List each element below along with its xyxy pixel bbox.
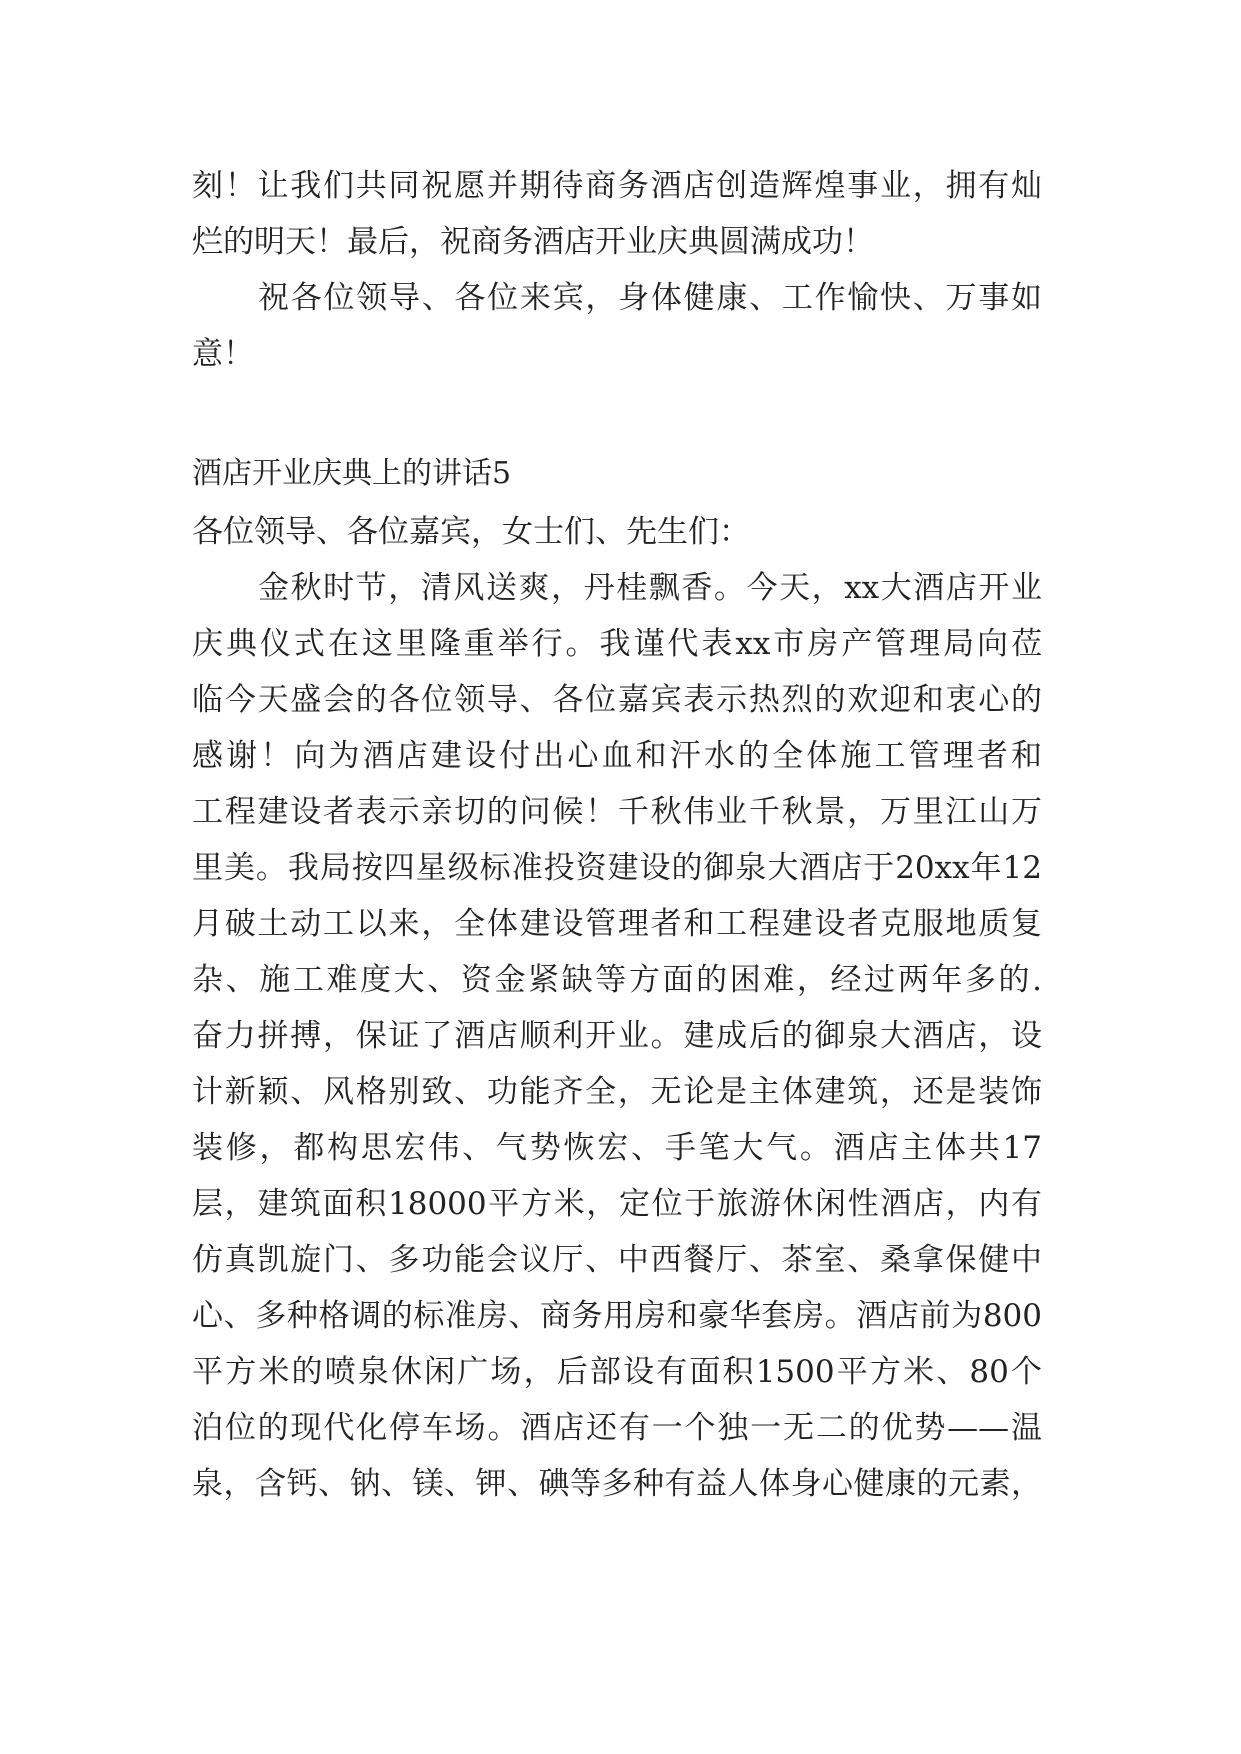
- body-line: 临今天盛会的各位领导、各位嘉宾表示热烈的欢迎和衷心的: [192, 682, 1042, 718]
- body-line: 杂、施工难度大、资金紧缺等方面的困难，经过两年多的.: [192, 962, 1042, 998]
- body-line: 装修，都构思宏伟、气势恢宏、手笔大气。酒店主体共17: [192, 1130, 1042, 1166]
- salutation: 各位领导、各位嘉宾，女士们、先生们：: [192, 514, 750, 550]
- body-line: 里美。我局按四星级标准投资建设的御泉大酒店于20xx年12: [192, 850, 1042, 886]
- body-line: 仿真凯旋门、多功能会议厅、中西餐厅、茶室、桑拿保健中: [192, 1242, 1042, 1278]
- body-line: 心、多种格调的标准房、商务用房和豪华套房。酒店前为800: [192, 1298, 1042, 1334]
- paragraph-line: 刻！让我们共同祝愿并期待商务酒店创造辉煌事业，拥有灿: [192, 168, 1042, 204]
- section-heading: 酒店开业庆典上的讲话5: [192, 456, 512, 491]
- body-line: 平方米的喷泉休闲广场，后部设有面积1500平方米、80个: [192, 1354, 1042, 1390]
- body-line: 层，建筑面积18000平方米，定位于旅游休闲性酒店，内有: [192, 1186, 1042, 1222]
- section-heading-block: [192, 446, 1042, 502]
- body-line: 泉，含钙、钠、镁、钾、碘等多种有益人体身心健康的元素，: [192, 1466, 1042, 1502]
- closing-paragraph-line: 意！: [192, 336, 254, 372]
- body-line: 泊位的现代化停车场。酒店还有一个独一无二的优势——温: [192, 1410, 1042, 1446]
- body-line: 奋力拼搏，保证了酒店顺利开业。建成后的御泉大酒店，设: [192, 1018, 1042, 1054]
- body-line: 庆典仪式在这里隆重举行。我谨代表xx市房产管理局向莅: [192, 626, 1042, 662]
- closing-paragraph-line: 祝各位领导、各位来宾，身体健康、工作愉快、万事如: [258, 280, 1042, 316]
- top-text-block: [192, 158, 1042, 382]
- paragraph-line: 烂的明天！最后，祝商务酒店开业庆典圆满成功！: [192, 224, 874, 260]
- body-line: 感谢！向为酒店建设付出心血和汗水的全体施工管理者和: [192, 738, 1042, 774]
- body-line: 金秋时节，清风送爽，丹桂飘香。今天，xx大酒店开业: [258, 570, 1042, 606]
- speech-body: [192, 504, 1042, 1512]
- body-line: 工程建设者表示亲切的问候！千秋伟业千秋景，万里江山万: [192, 794, 1042, 830]
- body-line: 月破土动工以来，全体建设管理者和工程建设者克服地质复: [192, 906, 1042, 942]
- body-line: 计新颖、风格别致、功能齐全，无论是主体建筑，还是装饰: [192, 1074, 1042, 1110]
